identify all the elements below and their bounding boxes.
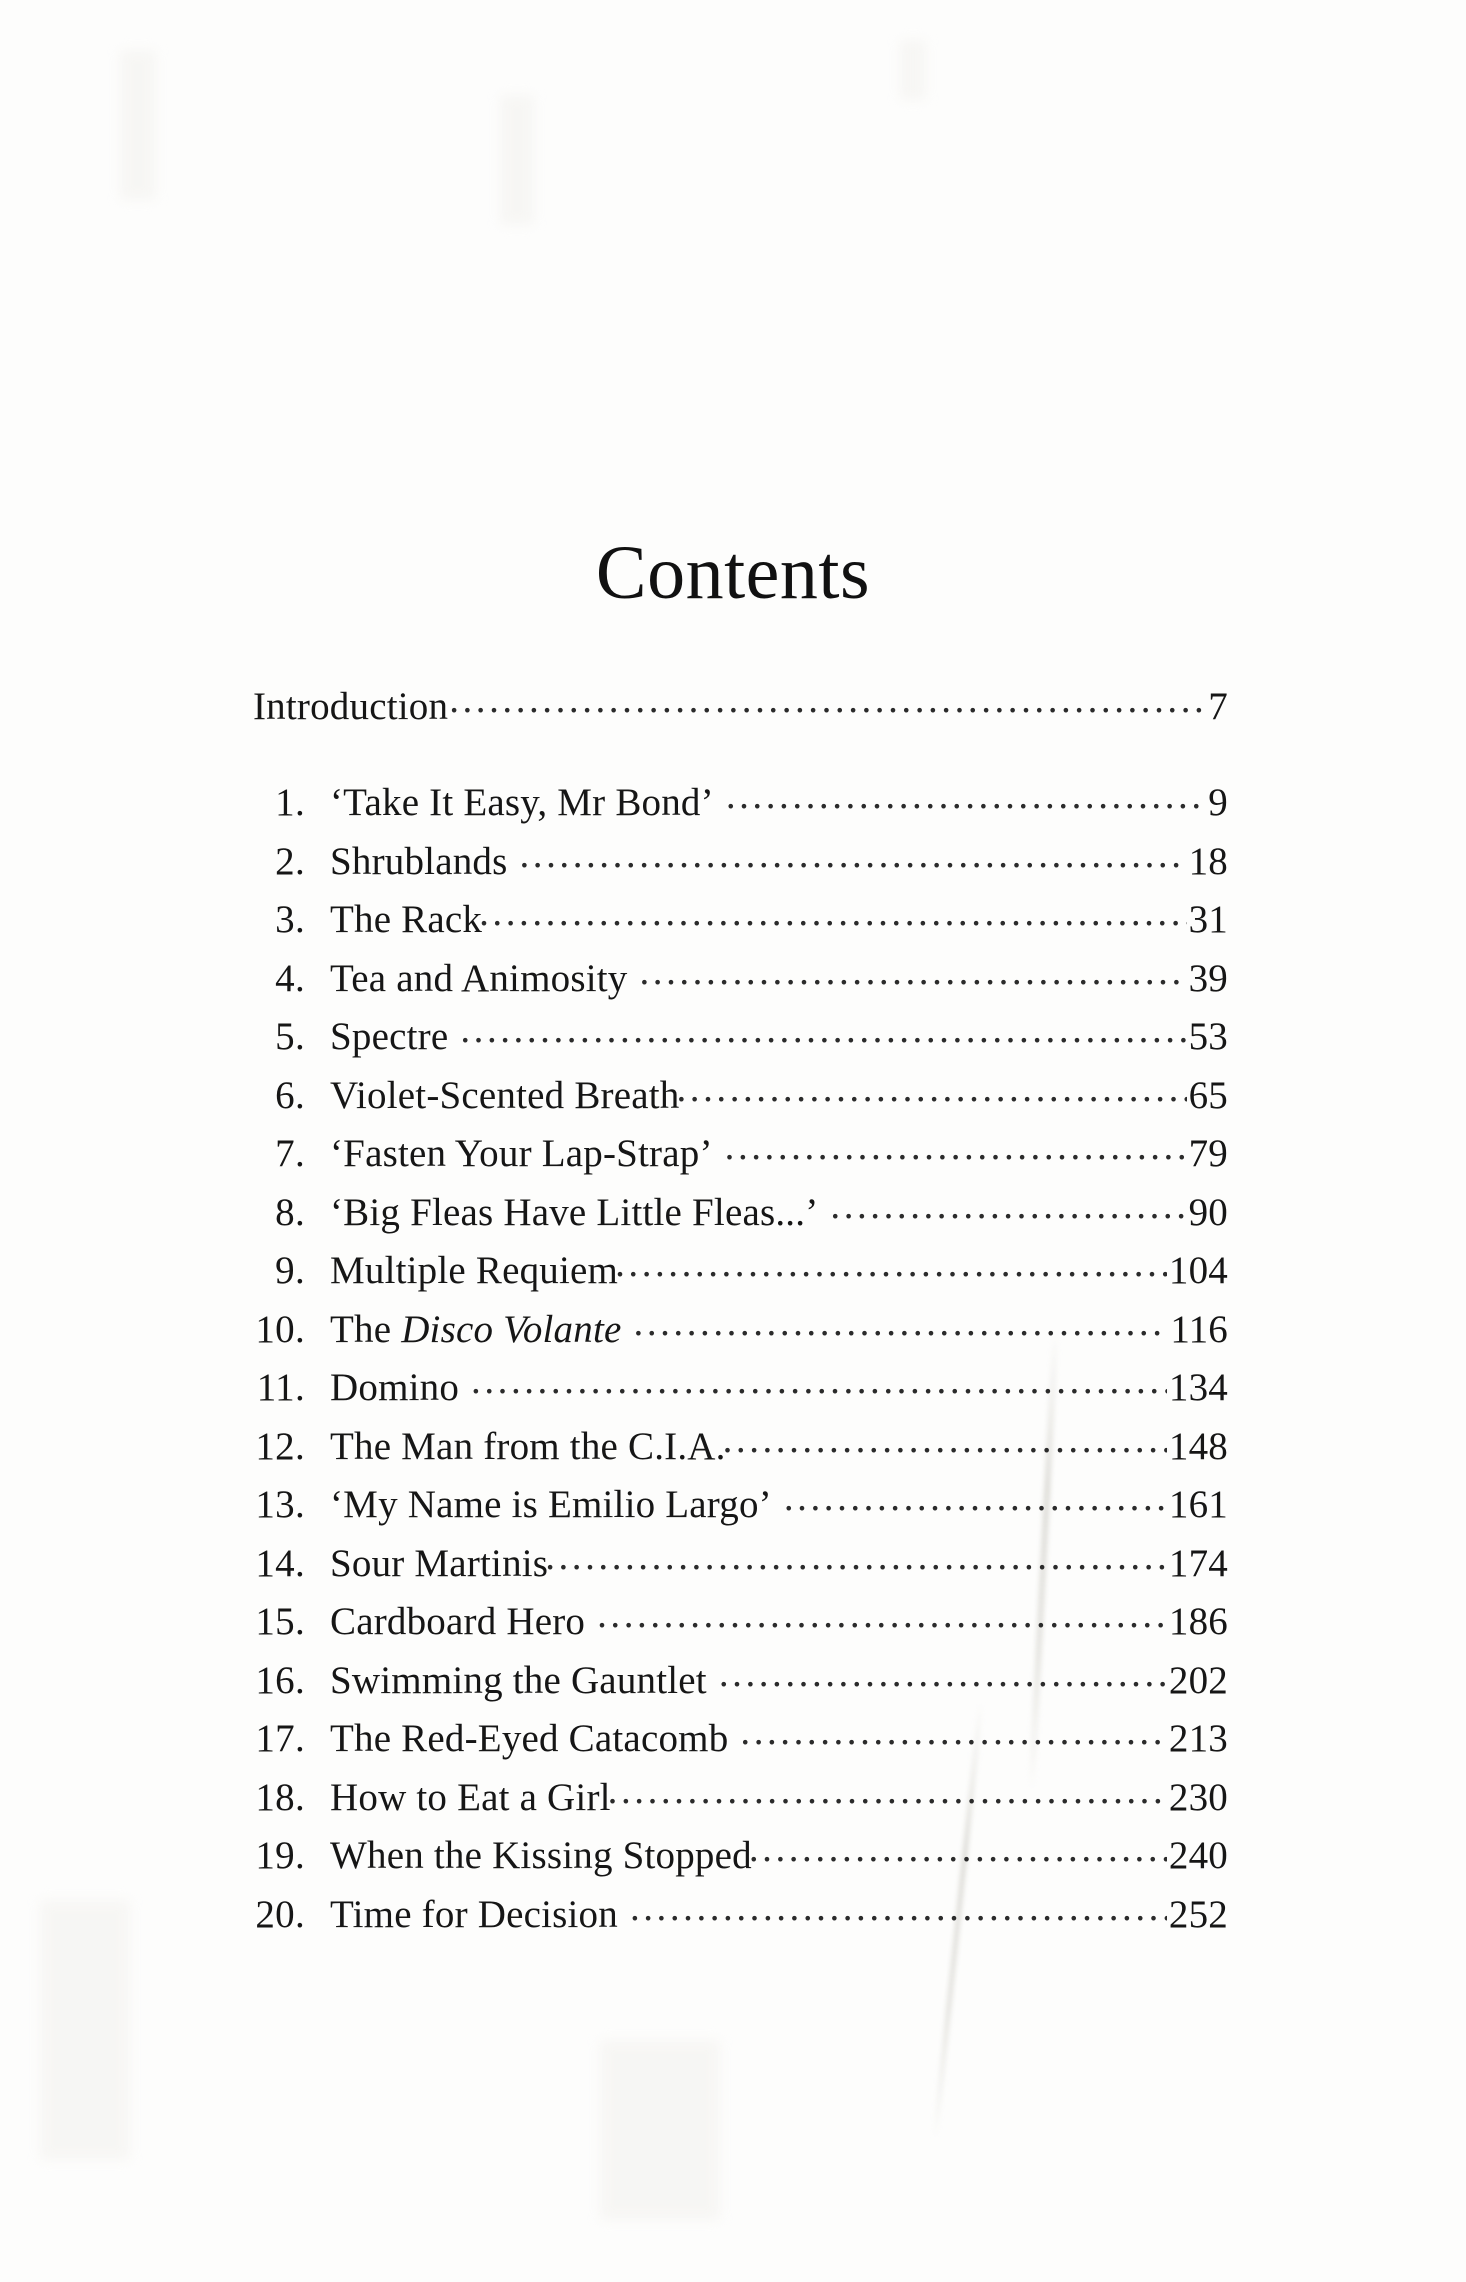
toc-entry-page-number: 90 xyxy=(1188,1190,1228,1234)
scan-artifact xyxy=(40,1900,130,2160)
toc-entry-page-number: 104 xyxy=(1168,1249,1228,1292)
toc-entry-title: ‘Fasten Your Lap-Strap’ xyxy=(330,1132,713,1175)
scan-artifact xyxy=(120,50,156,200)
toc-entry-number: 11. xyxy=(256,1366,305,1409)
toc-entry-chapter-18[interactable] xyxy=(253,1771,1228,1830)
dot-leader xyxy=(449,680,1206,719)
dot-leader xyxy=(784,1478,1167,1517)
toc-entry-number: 7. xyxy=(275,1132,305,1175)
scan-artifact xyxy=(600,2040,720,2220)
toc-entry-title: Sour Martinis xyxy=(330,1541,549,1585)
toc-entry-page-number: 65 xyxy=(1188,1073,1228,1117)
dot-leader xyxy=(520,835,1187,874)
toc-entry-title: Introduction xyxy=(253,685,449,728)
dot-leader xyxy=(830,1186,1186,1225)
dot-leader xyxy=(460,1010,1186,1049)
dot-leader xyxy=(725,1127,1187,1166)
toc-entry-page-number: 252 xyxy=(1168,1892,1228,1936)
toc-entry-page-number: 9 xyxy=(1208,781,1228,824)
toc-entry-number: 15. xyxy=(255,1600,305,1643)
table-of-contents xyxy=(253,680,1228,1946)
toc-entry-title: Spectre xyxy=(330,1015,449,1058)
toc-entry-page-number: 39 xyxy=(1188,956,1228,1000)
toc-entry-page-number: 202 xyxy=(1168,1658,1228,1702)
dot-leader xyxy=(615,1244,1167,1283)
toc-entry-chapter-9[interactable] xyxy=(253,1244,1228,1303)
dot-leader xyxy=(630,1888,1167,1927)
toc-entry-page-number: 79 xyxy=(1188,1132,1228,1175)
toc-entry-chapter-8[interactable] xyxy=(253,1186,1228,1245)
toc-entry-number: 1. xyxy=(275,781,305,824)
dot-leader xyxy=(479,893,1186,932)
toc-entry-title: Violet-Scented Breath xyxy=(330,1073,680,1117)
toc-entry-title: Domino xyxy=(330,1366,460,1409)
toc-entry-number: 5. xyxy=(275,1015,305,1058)
toc-entry-chapter-13[interactable] xyxy=(253,1478,1228,1537)
toc-entry-title: Time for Decision xyxy=(330,1892,618,1936)
toc-entry-number: 2. xyxy=(275,839,305,883)
dot-leader xyxy=(723,1420,1167,1459)
toc-entry-number: 16. xyxy=(255,1658,305,1702)
toc-entry-chapter-2[interactable] xyxy=(253,835,1228,894)
dot-leader xyxy=(749,1829,1167,1868)
toc-entry-chapter-20[interactable] xyxy=(253,1888,1228,1947)
toc-entry-chapter-7[interactable] xyxy=(253,1127,1228,1186)
toc-entry-chapter-14[interactable] xyxy=(253,1537,1228,1596)
scan-artifact xyxy=(900,40,926,100)
toc-entry-number: 12. xyxy=(255,1424,305,1468)
toc-entry-number: 17. xyxy=(255,1717,305,1760)
toc-entry-number: 18. xyxy=(255,1775,305,1819)
toc-entry-chapter-1[interactable] xyxy=(253,776,1228,835)
toc-entry-title: How to Eat a Girl xyxy=(330,1775,611,1819)
dot-leader xyxy=(471,1361,1167,1400)
dot-leader xyxy=(608,1771,1167,1810)
toc-entry-number: 20. xyxy=(255,1892,305,1936)
toc-entry-number: 8. xyxy=(275,1190,305,1234)
toc-entry-title: ‘Big Fleas Have Little Fleas...’ xyxy=(330,1190,819,1234)
toc-entry-page-number: 134 xyxy=(1168,1366,1228,1409)
toc-entry-title: Multiple Requiem xyxy=(330,1249,619,1292)
toc-entry-chapter-11[interactable] xyxy=(253,1361,1228,1420)
toc-entry-title: The Red-Eyed Catacomb xyxy=(330,1717,729,1760)
toc-entry-chapter-10[interactable] xyxy=(253,1303,1228,1362)
toc-entry-number: 13. xyxy=(255,1483,305,1526)
page-title: Contents xyxy=(595,530,871,615)
toc-entry-chapter-16[interactable] xyxy=(253,1654,1228,1713)
toc-entry-title: Shrublands xyxy=(330,839,508,883)
toc-entry-title: The Rack xyxy=(330,898,483,941)
toc-entry-number: 9. xyxy=(275,1249,305,1292)
toc-entry-chapter-3[interactable] xyxy=(253,893,1228,952)
toc-entry-chapter-19[interactable] xyxy=(253,1829,1228,1888)
toc-entry-page-number: 7 xyxy=(1208,685,1228,728)
toc-entry-page-number: 174 xyxy=(1168,1541,1228,1585)
toc-entry-page-number: 240 xyxy=(1168,1834,1228,1877)
toc-entry-number: 4. xyxy=(275,956,305,1000)
toc-entry-title: Tea and Animosity xyxy=(330,956,628,1000)
toc-entry-title: The Man from the C.I.A. xyxy=(330,1424,726,1468)
toc-entry-chapter-17[interactable] xyxy=(253,1712,1228,1771)
toc-entry-chapter-12[interactable] xyxy=(253,1420,1228,1479)
toc-entry-page-number: 53 xyxy=(1188,1015,1228,1058)
toc-entry-chapter-5[interactable] xyxy=(253,1010,1228,1069)
toc-entry-title: ‘Take It Easy, Mr Bond’ xyxy=(330,781,714,824)
toc-entry-page-number: 116 xyxy=(1170,1307,1228,1351)
toc-entry-number: 14. xyxy=(255,1541,305,1585)
toc-entry-chapter-6[interactable] xyxy=(253,1069,1228,1128)
toc-entry-title: Cardboard Hero xyxy=(330,1600,586,1643)
dot-leader xyxy=(719,1654,1167,1693)
toc-entry-number: 3. xyxy=(275,898,305,941)
toc-entry-chapter-4[interactable] xyxy=(253,952,1228,1011)
toc-entry-page-number: 213 xyxy=(1168,1717,1228,1760)
dot-leader xyxy=(545,1537,1167,1576)
dot-leader xyxy=(634,1303,1169,1342)
dot-leader xyxy=(740,1712,1167,1751)
dot-leader xyxy=(597,1595,1167,1634)
toc-entry-page-number: 161 xyxy=(1168,1483,1228,1526)
toc-entry-page-number: 230 xyxy=(1168,1775,1228,1819)
toc-entry-page-number: 148 xyxy=(1168,1424,1228,1468)
toc-entry-chapter-15[interactable] xyxy=(253,1595,1228,1654)
toc-entry-page-number: 18 xyxy=(1188,839,1228,883)
toc-entry-title: The Disco Volante xyxy=(330,1307,622,1351)
scan-artifact xyxy=(500,95,534,225)
toc-entry-number: 10. xyxy=(255,1307,305,1351)
dot-leader xyxy=(639,952,1186,991)
toc-entry-number: 6. xyxy=(275,1073,305,1117)
toc-entry-number: 19. xyxy=(255,1834,305,1877)
dot-leader xyxy=(726,776,1206,815)
toc-entry-title: Swimming the Gauntlet xyxy=(330,1658,707,1702)
toc-entry-introduction[interactable] xyxy=(253,680,1228,776)
dot-leader xyxy=(677,1069,1187,1108)
toc-entry-page-number: 186 xyxy=(1168,1600,1228,1643)
toc-entry-page-number: 31 xyxy=(1188,898,1228,941)
toc-entry-title: When the Kissing Stopped xyxy=(330,1834,752,1877)
toc-entry-title: ‘My Name is Emilio Largo’ xyxy=(330,1483,772,1526)
